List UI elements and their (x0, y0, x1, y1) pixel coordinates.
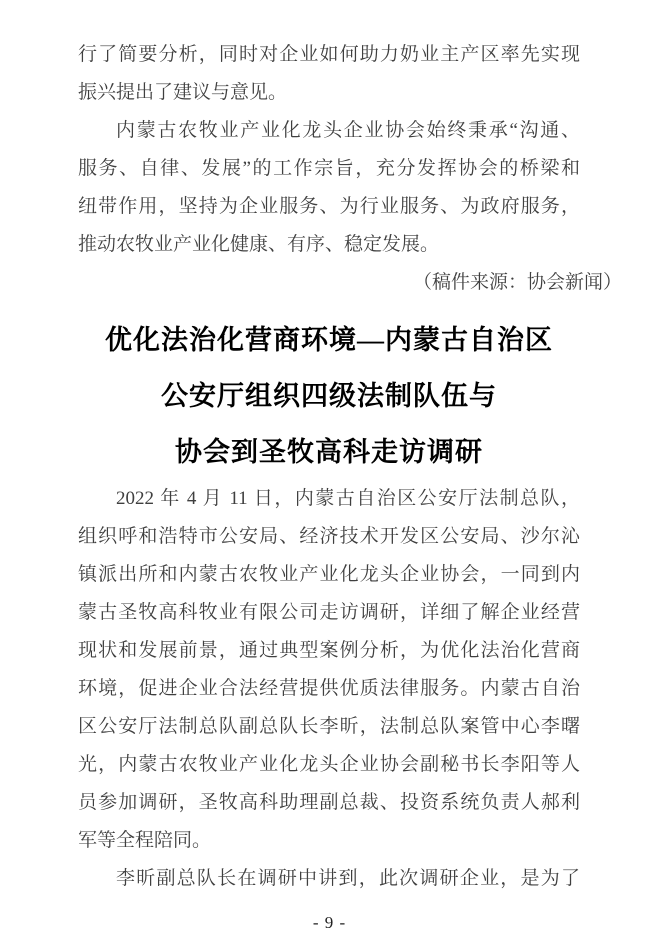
text-line: 现状和发展前景，通过典型案例分析，为优化法治化营商 (78, 640, 580, 661)
article-title-line: 协会到圣牧高科走访调研 (175, 437, 483, 467)
text-line: 振兴提出了建议与意见。 (78, 82, 288, 103)
text-line: 镇派出所和内蒙古农牧业产业化龙头企业协会，一同到内 (78, 564, 580, 585)
page-number: - 9 - (312, 913, 347, 932)
text-line: 推动农牧业产业化健康、有序、稳定发展。 (78, 234, 440, 255)
text-line: 组织呼和浩特市公安局、经济技术开发区公安局、沙尔沁 (78, 526, 580, 547)
text-line: 李昕副总队长在调研中讲到，此次调研企业，是为了 (116, 868, 580, 889)
paragraph-speech-intro (78, 860, 580, 898)
text-line: 区公安厅法制总队副总队长李昕，法制总队案管中心李曙 (78, 716, 580, 737)
text-line: 军等全程陪同。 (78, 830, 212, 851)
paragraph-continued (78, 36, 580, 112)
text-line: 行了简要分析，同时对企业如何助力奶业主产区率先实现 (78, 44, 580, 65)
text-line: 内蒙古农牧业产业化龙头企业协会始终秉承“沟通、 (116, 120, 580, 141)
text-line: 蒙古圣牧高科牧业有限公司走访调研，详细了解企业经营 (78, 602, 580, 623)
article-title (78, 312, 580, 480)
paragraph-visit-report (78, 480, 580, 860)
text-line: 2022 年 4 月 11 日，内蒙古自治区公安厅法制总队， (116, 488, 580, 509)
text-line: 纽带作用，坚持为企业服务、为行业服务、为政府服务， (78, 196, 580, 217)
paragraph-association-mission (78, 112, 580, 264)
text-line: 环境，促进企业合法经营提供优质法律服务。内蒙古自治 (78, 678, 580, 699)
source-note: （稿件来源：协会新闻） (412, 272, 622, 293)
text-line: 光，内蒙古农牧业产业化龙头企业协会副秘书长李阳等人 (78, 754, 580, 775)
article-title-line: 公安厅组织四级法制队伍与 (161, 381, 497, 411)
text-line: 服务、自律、发展”的工作宗旨，充分发挥协会的桥梁和 (78, 158, 580, 179)
article-title-line: 优化法治化营商环境—内蒙古自治区 (105, 325, 553, 355)
text-line: 员参加调研，圣牧高科助理副总裁、投资系统负责人郝利 (78, 792, 580, 813)
